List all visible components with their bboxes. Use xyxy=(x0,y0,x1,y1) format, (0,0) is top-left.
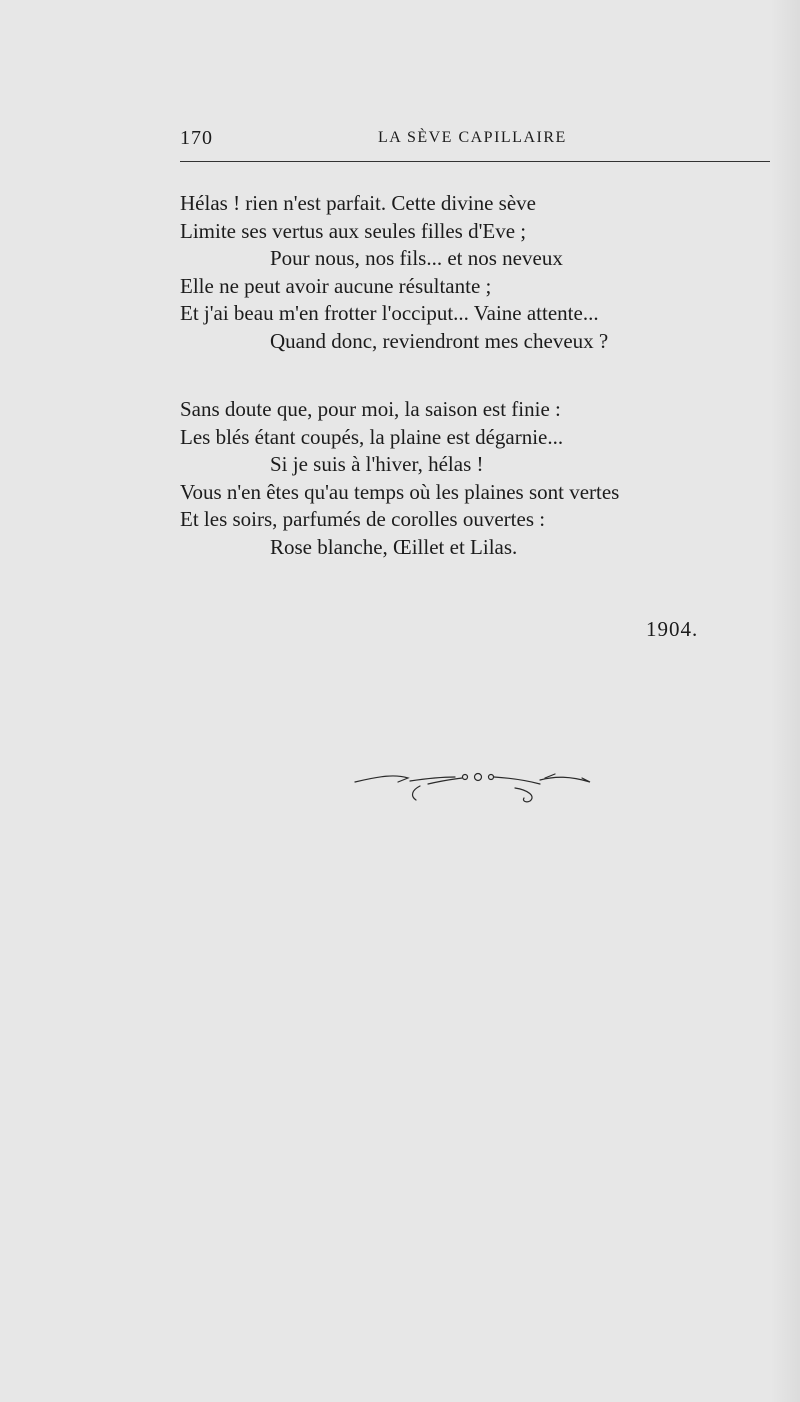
verse-line: Rose blanche, Œillet et Lilas. xyxy=(270,534,518,559)
stanza-1 xyxy=(180,190,608,355)
verse-line: Sans doute que, pour moi, la saison est finie : xyxy=(180,397,561,421)
verse-line: Vous n'en êtes qu'au temps où les plaines sont vertes xyxy=(180,479,620,504)
page-number: 170 xyxy=(180,127,213,149)
verse-line: Et j'ai beau m'en frotter l'occiput... Vaine attente... xyxy=(180,301,599,325)
verse-line: Et les soirs, parfumés de corolles ouvertes : xyxy=(180,507,546,531)
poem-date: 1904. xyxy=(646,617,699,641)
fleuron-icon xyxy=(350,768,595,808)
verse-line: Si je suis à l'hiver, hélas ! xyxy=(270,452,484,476)
header-rule xyxy=(180,161,770,162)
verse-line: Limite ses vertus aux seules filles d'Eve ; xyxy=(180,218,527,243)
page-edge-shadow xyxy=(770,0,800,1402)
verse-line: Hélas ! rien n'est parfait. Cette divine sève xyxy=(180,191,536,215)
verse-line: Les blés étant coupés, la plaine est dégarnie... xyxy=(180,424,564,449)
running-head: LA SÈVE CAPILLAIRE xyxy=(378,129,567,146)
verse-line: Quand donc, reviendront mes cheveux ? xyxy=(270,328,609,353)
verse-line: Elle ne peut avoir aucune résultante ; xyxy=(180,273,492,298)
stanza-2 xyxy=(180,396,619,561)
verse-line: Pour nous, nos fils... et nos neveux xyxy=(270,246,563,270)
